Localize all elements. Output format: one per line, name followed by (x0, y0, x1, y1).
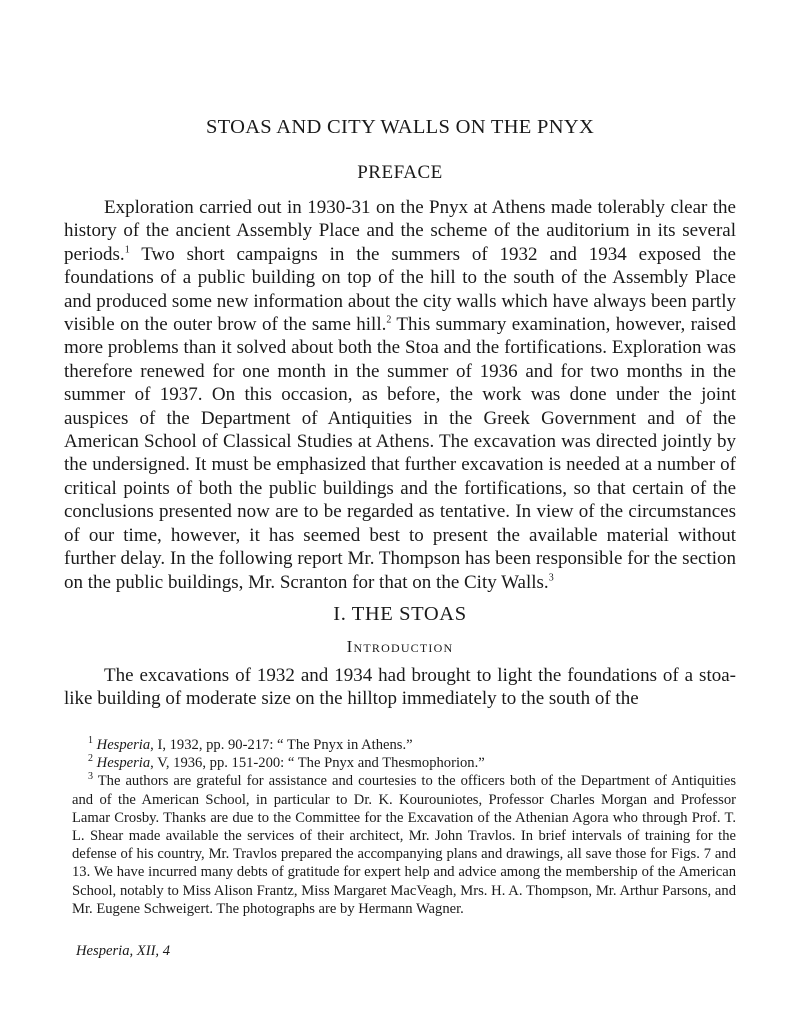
footnote-journal: Hesperia (96, 737, 151, 753)
footnote-number: 2 (88, 753, 93, 765)
footnote-2 (72, 754, 736, 772)
footnote-text: The authors are grateful for assistance and courtesies to the officers both of the Department of Antiquities and of the American School, in particular to Dr. K. Kourouniotes, Professor Charles Morgan and Professor Lamar Crosby. Thanks are due to the Committee for the Excavation of the Athenian Agora who through Prof. T. L. Shear made available the services of their architect, Mr. John Travlos. In brief intervals of training for the defense of his country, Mr. Travlos prepared the accompanying plans and drawings, all save those for Figs. 7 and 13. We have incurred many debts of gratitude for expert help and advice among the membership of the American School, notably to Miss Alison Frantz, Miss Margaret MacVeagh, Mrs. H. A. Thompson, Mr. Arthur Parsons, and Mr. Eugene Schweigert. The photographs are by Hermann Wagner. (72, 773, 736, 917)
footnotes (72, 736, 736, 918)
preface-text-part-2: Two short campaigns in the summers of 1932 and 1934 exposed the foundations of a public building on top of the hill to the south of the Assembly Place and produced some new information about the city walls which have always been partly visible on the outer brow of the same hill. (64, 243, 736, 336)
footnote-journal: Hesperia (96, 755, 151, 772)
journal-reference: Hesperia, XII, 4 (76, 943, 171, 959)
page (64, 0, 736, 1024)
footnote-ref-2[interactable]: 2 (386, 314, 392, 326)
footnote-number: 3 (88, 771, 93, 783)
footnote-ref-3[interactable]: 3 (548, 572, 554, 584)
introduction-paragraph: The excavations of 1932 and 1934 had brought to light the foundations of a stoa-like building of moderate size on the hilltop immediately to the south of the (64, 665, 736, 710)
article-title: STOAS AND CITY WALLS ON THE PNYX (205, 116, 595, 138)
preface-text-part-1: Exploration carried out in 1930-31 on the Pnyx at Athens made tolerably clear the history of the ancient Assembly Place and the scheme of the auditorium in its several periods. (64, 197, 736, 265)
footnote-3 (72, 772, 736, 918)
footnote-text: , V, 1936, pp. 151-200: “ The Pnyx and Thesmophorion.” (150, 755, 485, 772)
footnote-1 (72, 736, 736, 754)
preface-text-part-3: This summary examination, however, raised more problems than it solved about both the Stoa and the fortifications. Exploration was therefore renewed for one month in the summer of 1936 and for two months in the summer of 1937. On this occasion, as before, the work was done under the joint auspices of the Department of Antiquities in the Greek Government and of the American School of Classical Studies at Athens. The excavation was directed jointly by the undersigned. It must be emphasized that further excavation is needed at a number of critical points of both the public buildings and the fortifications, so that certain of the conclusions presented now are to be regarded as tentative. In view of the circumstances of our time, however, it has seemed best to present the available material without further delay. In the following report Mr. Thompson has been responsible for the section on the public buildings, Mr. Scranton for that on the City Walls. (64, 314, 736, 593)
footnote-text: , I, 1932, pp. 90-217: “ The Pnyx in Athens.” (150, 737, 413, 753)
preface-paragraph (64, 196, 736, 594)
footnote-ref-1[interactable]: 1 (124, 244, 130, 256)
section-heading: I. THE STOAS (333, 603, 467, 625)
preface-heading: PREFACE (357, 162, 443, 183)
introduction-subheading: Introduction (346, 637, 454, 656)
footnote-number: 1 (88, 735, 93, 747)
